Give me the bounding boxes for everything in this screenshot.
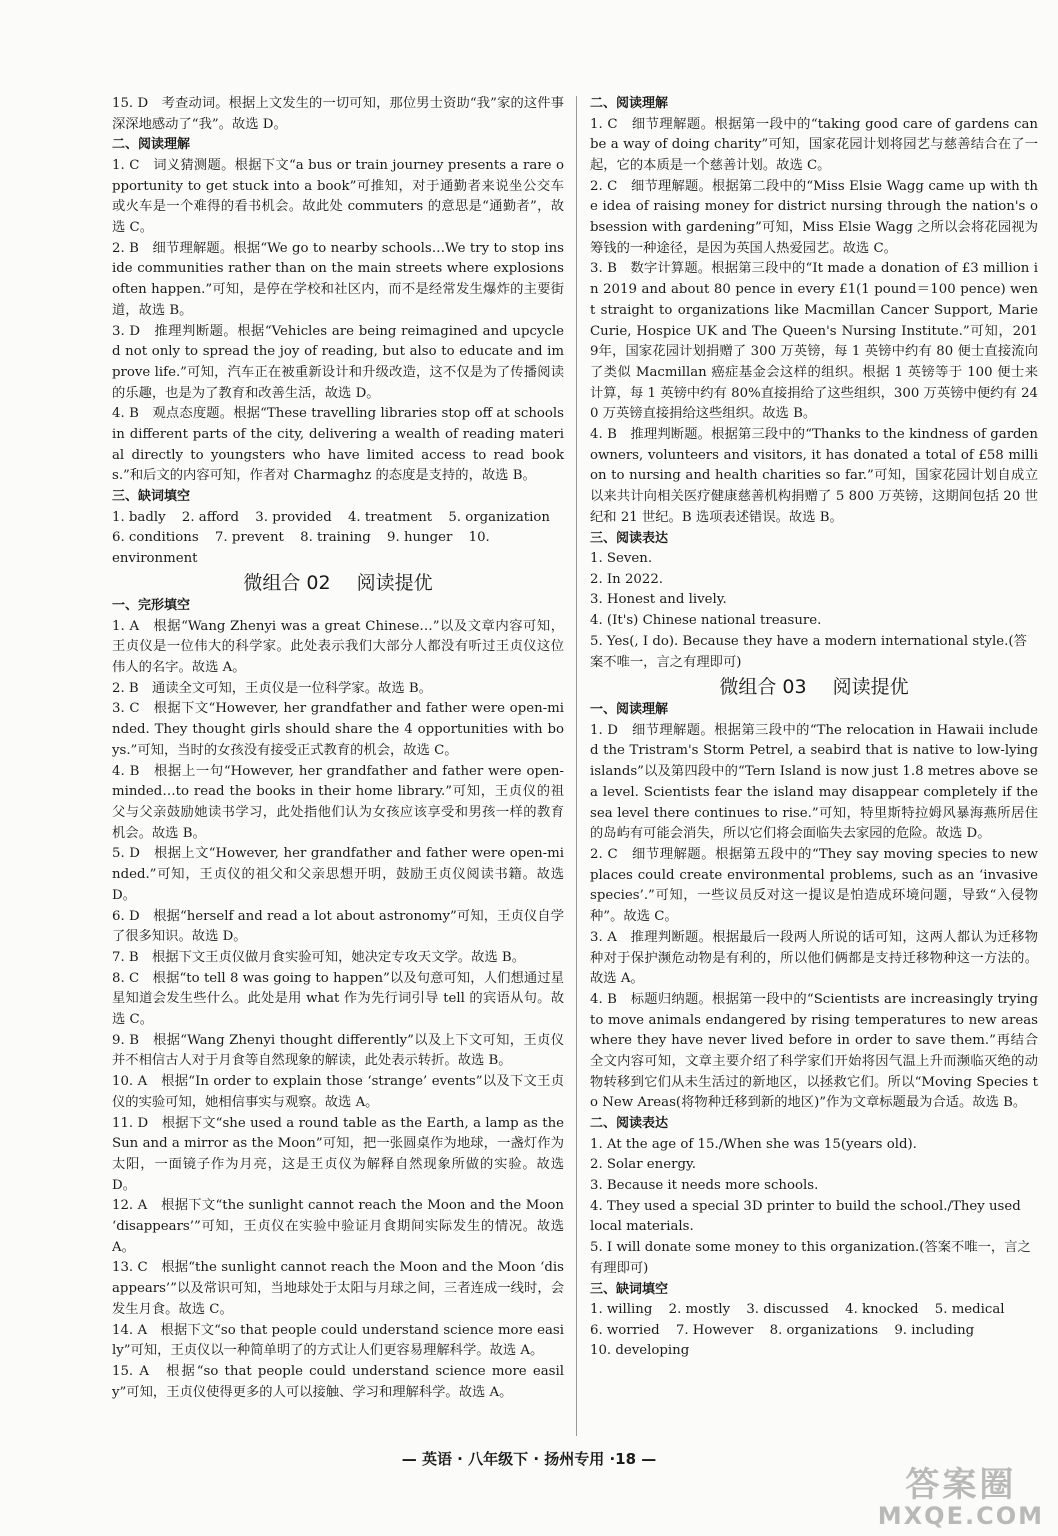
answer-item: 1. At the age of 15./When she was 15(years old). (590, 1136, 917, 1152)
group-title-02 (112, 571, 564, 595)
answer-item: 15. D 考查动词。根据上文发生的一切可知，那位男士资助“我”家的这件事深深地感动了“我”。故选 D。 (112, 96, 564, 132)
answer-item: 4. They used a special 3D printer to build the school./They used local materials. (590, 1198, 1021, 1235)
answer-item: 2. In 2022. (590, 571, 664, 587)
answer-item: 2. C 细节理解题。根据第二段中的“Miss Elsie Wagg came up with the idea of raising money for district nursing through the nation's obsession with gardening”可知，Miss Elsie Wagg 之所以会将花园视为筹钱的一种途径，是因为英国人热爱园艺。故选 C。 (590, 178, 1038, 256)
answer-item: 9. B 根据“Wang Zhenyi thought differently”以及上下文可知，王贞仪并不相信古人对于月食等自然现象的解读，此处表示转折。故选 B。 (112, 1032, 564, 1069)
fill-answer: 7. However (675, 1322, 754, 1338)
fill-row (112, 508, 564, 529)
fill-answer: 5. organization (448, 509, 550, 525)
answer-item: 5. D 根据上文“However, her grandfather and father were open-minded.”可知，王贞仪的祖父和父亲思想开明，鼓励王贞仪阅读书籍。故选 D。 (112, 846, 564, 903)
page-footer: — 英语 · 八年级下 · 扬州专用 ·18 — (401, 1450, 657, 1468)
group-label: 阅读提优 (832, 676, 909, 699)
fill-answer: 10. developing (590, 1343, 690, 1359)
answer-item: 5. Yes(, I do). Because they have a modern international style.(答案不唯一，言之有理即可) (590, 633, 1027, 670)
answer-item: 4. B 观点态度题。根据“These travelling libraries stop off at schools in different parts of the city, delivering a wealth of reading material directly to youngsters who have limited access to read books.”和后文的内容可知，作者对 Charmaghz 的态度是支持的，故选 B。 (112, 406, 564, 484)
fill-answer: 1. willing (590, 1302, 653, 1318)
answer-item: 4. B 标题归纳题。根据第一段中的“Scientists are increasingly trying to move animals endangered by rising temperatures to new areas where they have never lived before in order to save them.”再结合全文内容可知，文章主要介绍了科学家们开始将因气温上升而濒临灭绝的动物转移到它们从未生活过的新地区，以拯救它们。所以“Moving Species to New Areas(将物种迁移到新的地区)”作为文章标题最为合适。故选 B。 (590, 991, 1038, 1111)
fill-answer: 7. prevent (214, 530, 284, 546)
fill-answer: 1. badly (112, 509, 166, 525)
left-top-items (112, 94, 564, 135)
answer-item: 3. Honest and lively. (590, 592, 727, 608)
fill-answer: 3. provided (255, 509, 332, 525)
answer-item: 1. C 词义猜测题。根据下文“a bus or train journey presents a rare opportunity to get stuck into a book”可推知，对于通勤者来说坐公交车或火车是一个难得的看书机会。故此处 commuters 的意思是“通勤者”，故选 C。 (112, 157, 564, 236)
watermark-text: 答案圈 (905, 1465, 1017, 1505)
section-heading-reading: 二、阅读理解 (112, 137, 191, 153)
answer-item: 4. (It's) Chinese national treasure. (590, 613, 822, 629)
fill-answer: 10. environment (112, 530, 490, 566)
cloze-items (112, 617, 564, 1404)
group-number: 微组合 02 (243, 572, 331, 595)
answer-item: 2. C 细节理解题。根据第五段中的“They say moving species to new places could create environmental problems, such as an ‘invasive species’.”可知，一些议员反对这一提议是怕造成环境问题，导致“入侵物种”。故选 C。 (590, 847, 1038, 925)
fill-answer: 8. organizations (769, 1322, 879, 1338)
section-heading-expression: 三、阅读表达 (590, 530, 669, 546)
fill-answer: 9. hunger (387, 530, 453, 546)
answer-item: 1. C 细节理解题。根据第一段中的“taking good care of gardens can be a way of doing charity”可知，国家花园计划将园艺与慈善结合在了一起，它的本质是一个慈善计划。故选 C。 (590, 116, 1038, 173)
answer-item: 1. D 细节理解题。根据第三段中的“The relocation in Hawaii included the Tristram's Storm Petrel, a seabird that is native to low-lying islands”以及第四段中的“Tern Island is now just 1.8 metres above sea level. Scientists fear the island may disappear completely if the sea level there continues to rise.”可知，特里斯特拉姆风暴海燕所居住的岛屿有可能会消失，所以它们将会面临失去家园的危险。故选 D。 (590, 722, 1038, 842)
answer-item: 11. D 根据下文“she used a round table as the Earth, a lamp as the Sun and a mirror as the Moon”可知，把一张圆桌作为地球，一盏灯作为太阳，一面镜子作为月亮，这是王贞仪为解释自然现象所做的实验。故选 D。 (112, 1115, 564, 1193)
answer-item: 3. C 根据下文“However, her grandfather and father were open-minded. They thought girls should share the 4 opportunities with boys.”可知，当时的女孩没有接受正式教育的机会，故选 C。 (112, 701, 564, 758)
answer-item: 5. I will donate some money to this organization.(答案不唯一，言之有理即可) (590, 1240, 1031, 1276)
answer-item: 12. A 根据下文“the sunlight cannot reach the Moon and the Moon ‘disappears’”可知，王贞仪在实验中验证月食期间实际发生的情况。故选 A。 (112, 1198, 564, 1255)
answer-item: 2. Solar energy. (590, 1157, 696, 1173)
group-label: 阅读提优 (356, 572, 433, 595)
group-title-03 (590, 675, 1038, 699)
right-reading-items (590, 115, 1038, 529)
section-heading-reading: 二、阅读理解 (590, 96, 669, 111)
fill-answer: 3. discussed (746, 1302, 829, 1318)
answer-item: 3. A 推理判断题。根据最后一段两人所说的话可知，这两人都认为迁移物种对于保护濒危动物是有利的，所以他们俩都是支持迁移物种这一方法的。故选 A。 (590, 929, 1038, 987)
fill-answer: 8. training (300, 530, 371, 546)
fill-row (112, 528, 564, 569)
answer-item: 4. B 根据上一句“However, her grandfather and father were open-minded…to read the books in their home library.”可知，王贞仪的祖父与父亲鼓励她读书学习，此处指他们认为女孩应该享受和男孩一样的教育机会。故选 B。 (112, 763, 564, 841)
answer-item: 8. C 根据“to tell 8 was going to happen”以及句意可知，人们想通过星星知道会发生些什么。此处是用 what 作为先行词引导 tell 的宾语从句。故选 C。 (112, 970, 564, 1028)
fill-answer: 5. medical (934, 1302, 1005, 1318)
answer-item: 2. B 通读全文可知，王贞仪是一位科学家。故选 B。 (112, 680, 432, 696)
answer-item: 13. C 根据“the sunlight cannot reach the Moon and the Moon ‘disappears’”以及常识可知，当地球处于太阳与月球之间，三者连成一线时，会发生月食。故选 C。 (112, 1260, 564, 1317)
fill-answer: 6. worried (590, 1322, 660, 1338)
right-column (590, 94, 1038, 1362)
answer-item: 1. Seven. (590, 551, 653, 567)
column-divider (576, 96, 577, 1436)
left-column (112, 94, 564, 1403)
fill-row (590, 1300, 1038, 1321)
answer-item: 3. B 数字计算题。根据第三段中的“It made a donation of £3 million in 2019 and about 80 pence in every £1(1 pound＝100 pence) went straight to organizations like Macmillan Cancer Support, Marie Curie, Hospice UK and The Queen's Nursing Institute.”可知，2019年，国家花园计划捐赠了 300 万英镑，每 1 英镑中约有 80 便士直接流向了类似 Macmillan 癌症基金会这样的组织。根据 1 英镑等于 100 便士来计算，每 1 英镑中约有 80%直接捐给了这些组织，300 万英镑中便约有 240 万英镑直接捐给这些组织。故选 B。 (590, 261, 1038, 422)
expression2-items (590, 1135, 1038, 1280)
fill-answer: 4. treatment (347, 509, 433, 525)
left-reading-items (112, 156, 564, 487)
fill-answer: 4. knocked (845, 1302, 919, 1318)
answer-item: 4. B 推理判断题。根据第三段中的“Thanks to the kindness of garden owners, volunteers and visitors, it has donated a total of £58 million to nursing and health charities so far.”可知，国家花园计划自成立以来共计向相关医疗健康慈善机构捐赠了 5 800 万英镑，这期间包括 20 世纪和 21 世纪。B 选项表述错误。故选 B。 (590, 427, 1038, 525)
section-heading-reading: 一、阅读理解 (590, 702, 669, 718)
answer-item: 14. A 根据下文“so that people could understand science more easily”可知，王贞仪以一种简单明了的方式让人们更容易理解科学。故选 A。 (112, 1322, 564, 1359)
fill-answer: 2. mostly (668, 1302, 731, 1318)
answer-item: 2. B 细节理解题。根据“We go to nearby schools…We try to stop inside communities rather than on the main streets where explosions often happen.”可知，是停在学校和社区内，而不是经常发生爆炸的主要街道，故选 B。 (112, 240, 564, 318)
fill-answer: 2. afford (181, 509, 240, 525)
section-heading-expression: 二、阅读表达 (590, 1116, 669, 1132)
answer-item: 3. D 推理判断题。根据“Vehicles are being reimagined and upcycled not only to spread the joy of reading, but also to educate and improve life.”可知，汽车正在被重新设计和升级改造，这不仅是为了传播阅读的乐趣，也是为了教育和改善生活，故选 D。 (112, 323, 564, 401)
fill-answer: 9. including (894, 1322, 975, 1338)
section-heading-fill: 三、缺词填空 (590, 1281, 669, 1297)
reading2-items (590, 721, 1038, 1114)
section-heading-fill: 三、缺词填空 (112, 489, 191, 505)
answer-item: 3. Because it needs more schools. (590, 1178, 819, 1194)
answer-item: 1. A 根据“Wang Zhenyi was a great Chinese…”以及文章内容可知，王贞仪是一位伟大的科学家。此处表示我们大部分人都没有听过王贞仪这位伟人的名字。故选 A。 (112, 618, 564, 676)
watermark-logo (877, 1465, 1044, 1530)
group-number: 微组合 03 (719, 676, 807, 699)
answer-item: 6. D 根据“herself and read a lot about astronomy”可知，王贞仪自学了很多知识。故选 D。 (112, 908, 564, 945)
answer-item: 10. A 根据“In order to explain those ‘strange’ events”以及下文王贞仪的实验可知，她相信事实与观察。故选 A。 (112, 1074, 564, 1110)
section-heading-cloze: 一、完形填空 (112, 598, 191, 614)
answer-item: 7. B 根据下文王贞仪做月食实验可知，她决定专攻天文学。故选 B。 (112, 949, 525, 965)
fill-row (590, 1321, 1038, 1342)
expression-items (590, 549, 1038, 673)
fill-answer: 6. conditions (112, 530, 199, 546)
answer-item: 15. A 根据“so that people could understand science more easily”可知，王贞仪使得更多的人可以接触、学习和理解科学。故选 A。 (112, 1363, 564, 1400)
fill-row (590, 1341, 1038, 1362)
watermark-url: MXQE.COM (877, 1501, 1044, 1530)
